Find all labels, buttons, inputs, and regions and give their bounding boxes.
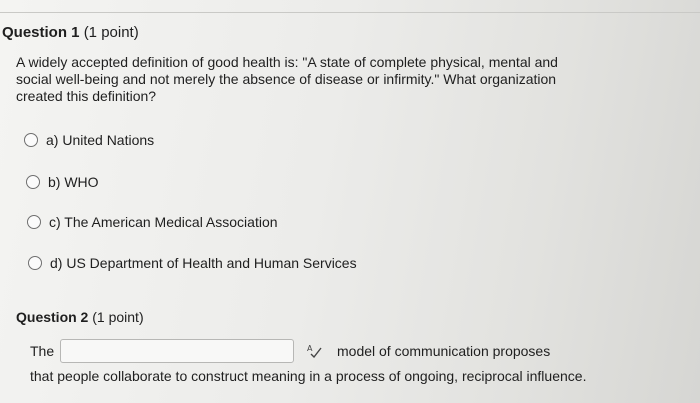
- option-b-label: b) WHO: [48, 174, 99, 190]
- option-a[interactable]: [24, 132, 154, 148]
- question-2-header: [16, 309, 144, 325]
- top-divider: [0, 12, 700, 13]
- option-c-radio[interactable]: [27, 215, 41, 229]
- option-b-radio[interactable]: [26, 175, 40, 189]
- option-c[interactable]: [27, 214, 278, 230]
- question-2-title: Question 2: [16, 309, 89, 325]
- spellcheck-icon[interactable]: [306, 342, 322, 358]
- question-2-line: [30, 339, 590, 365]
- question-2-text-before: The: [30, 343, 55, 359]
- answer-input[interactable]: [60, 339, 294, 363]
- question-1-text: A widely accepted definition of good health is: "A state of complete physical, mental and social well-being and not merely the absence of disease or infirmity." What organization created this definition?: [16, 54, 558, 104]
- option-d[interactable]: [28, 255, 357, 271]
- option-d-label: d) US Department of Health and Human Services: [50, 255, 357, 271]
- question-1-points: (1 point): [83, 24, 139, 41]
- option-a-label: a) United Nations: [46, 132, 155, 148]
- option-a-radio[interactable]: [24, 133, 38, 147]
- question-2-points: (1 point): [92, 309, 144, 325]
- question-1-title: Question 1: [2, 24, 80, 41]
- option-c-label: c) The American Medical Association: [49, 214, 278, 230]
- option-d-radio[interactable]: [28, 256, 42, 270]
- question-2-text-continued: that people collaborate to construct meaning in a process of ongoing, reciprocal influence.: [30, 368, 587, 384]
- question-1-header: [2, 24, 139, 41]
- question-2-text-after: model of communication proposes: [337, 343, 551, 359]
- svg-text:A: A: [307, 344, 313, 353]
- option-b[interactable]: [26, 174, 99, 190]
